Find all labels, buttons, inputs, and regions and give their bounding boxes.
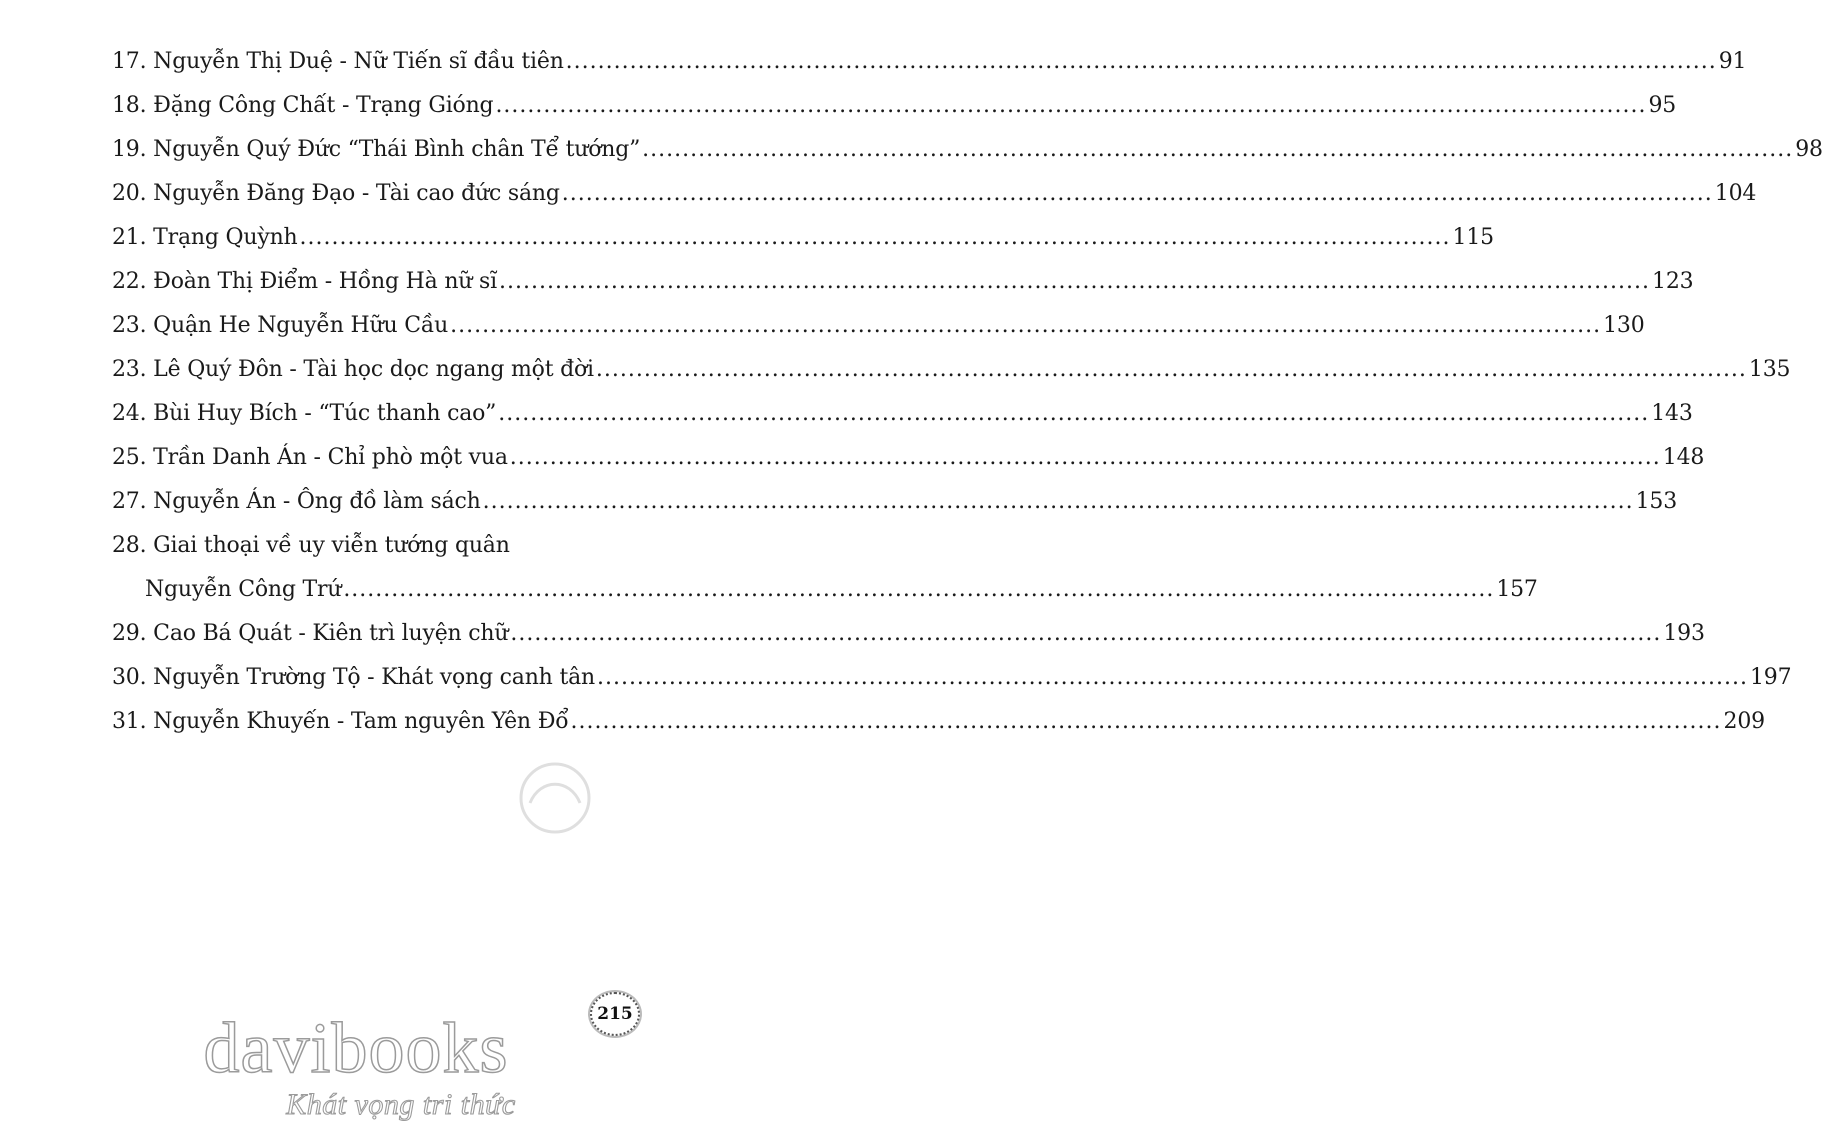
toc-entry-title: 22. Đoàn Thị Điểm - Hồng Hà nữ sĩ xyxy=(112,269,497,294)
page-number: 215 xyxy=(597,1004,633,1024)
toc-entry-19 xyxy=(112,128,1823,172)
toc-entry-title: 31. Nguyễn Khuyến - Tam nguyên Yên Đổ xyxy=(112,709,569,734)
dot-leader xyxy=(642,128,1793,172)
toc-entry-title: 23. Lê Quý Đôn - Tài học dọc ngang một đời xyxy=(112,357,594,382)
toc-entry-title: 27. Nguyễn Án - Ông đồ làm sách xyxy=(112,489,481,514)
toc-entry-25 xyxy=(112,436,1705,480)
toc-entry-title: 25. Trần Danh Án - Chỉ phò một vua xyxy=(112,445,508,470)
toc-entry-17 xyxy=(112,40,1747,84)
toc-entry-29 xyxy=(112,612,1705,656)
toc-entry-title: 21. Trạng Quỳnh xyxy=(112,225,298,250)
toc-entry-page: 143 xyxy=(1651,401,1693,426)
toc-entry-22 xyxy=(112,260,1694,304)
toc-entry-page: 135 xyxy=(1748,357,1791,382)
toc-entry-title: 24. Bùi Huy Bích - “Túc thanh cao” xyxy=(112,401,497,426)
dot-leader xyxy=(343,568,1494,612)
toc-entry-title: 28. Giai thoại về uy viễn tướng quân xyxy=(112,533,510,558)
table-of-contents xyxy=(112,40,1823,744)
toc-entry-title: 23. Quận He Nguyễn Hữu Cầu xyxy=(112,313,449,338)
watermark-tagline: Khát vọng tri thức xyxy=(286,1088,516,1121)
toc-entry-title: 17. Nguyễn Thị Duệ - Nữ Tiến sĩ đầu tiên xyxy=(112,49,564,74)
watermark-brand: davibooks xyxy=(203,1008,509,1088)
toc-entry-title: Nguyễn Công Trứ xyxy=(145,577,342,602)
page-number-badge xyxy=(590,992,640,1036)
toc-entry-30 xyxy=(112,656,1792,700)
dot-leader xyxy=(495,84,1646,128)
dot-leader xyxy=(510,612,1661,656)
dot-leader xyxy=(450,304,1601,348)
toc-entry-title: 30. Nguyễn Trường Tộ - Khát vọng canh tân xyxy=(112,665,595,690)
dot-leader xyxy=(510,436,1661,480)
dot-leader xyxy=(596,348,1747,392)
toc-entry-28-continuation xyxy=(112,568,1538,612)
toc-entry-title: 18. Đặng Công Chất - Trạng Gióng xyxy=(112,93,494,118)
toc-entry-31 xyxy=(112,700,1765,744)
toc-entry-24 xyxy=(112,392,1693,436)
toc-entry-28 xyxy=(112,524,632,568)
toc-entry-page: 157 xyxy=(1496,577,1538,602)
toc-entry-20 xyxy=(112,172,1757,216)
dot-leader xyxy=(300,216,1451,260)
dot-leader xyxy=(597,656,1748,700)
toc-entry-page: 95 xyxy=(1648,93,1677,118)
toc-entry-page: 115 xyxy=(1452,225,1494,250)
toc-entry-page: 104 xyxy=(1714,181,1757,206)
toc-entry-18 xyxy=(112,84,1677,128)
toc-entry-page: 130 xyxy=(1603,313,1645,338)
toc-entry-title: 29. Cao Bá Quát - Kiên trì luyện chữ xyxy=(112,621,509,646)
toc-entry-title: 19. Nguyễn Quý Đức “Thái Bình chân Tể tướng” xyxy=(112,137,641,162)
dot-leader xyxy=(483,480,1634,524)
dot-leader xyxy=(566,40,1717,84)
toc-entry-page: 209 xyxy=(1723,709,1765,734)
dot-leader xyxy=(499,260,1650,304)
toc-entry-page: 98 xyxy=(1795,137,1823,162)
dot-leader xyxy=(562,172,1713,216)
toc-entry-21 xyxy=(112,216,1494,260)
dot-leader xyxy=(571,700,1722,744)
show-through-logo-icon xyxy=(500,758,610,848)
toc-entry-title: 20. Nguyễn Đăng Đạo - Tài cao đức sáng xyxy=(112,181,560,206)
toc-entry-page: 148 xyxy=(1662,445,1705,470)
toc-entry-23a xyxy=(112,304,1645,348)
toc-entry-page: 123 xyxy=(1652,269,1694,294)
toc-entry-page: 153 xyxy=(1635,489,1678,514)
toc-entry-page: 197 xyxy=(1749,665,1792,690)
toc-entry-page: 91 xyxy=(1718,49,1747,74)
toc-entry-page: 193 xyxy=(1663,621,1705,646)
dot-leader xyxy=(498,392,1649,436)
toc-entry-23b xyxy=(112,348,1791,392)
toc-entry-27 xyxy=(112,480,1678,524)
